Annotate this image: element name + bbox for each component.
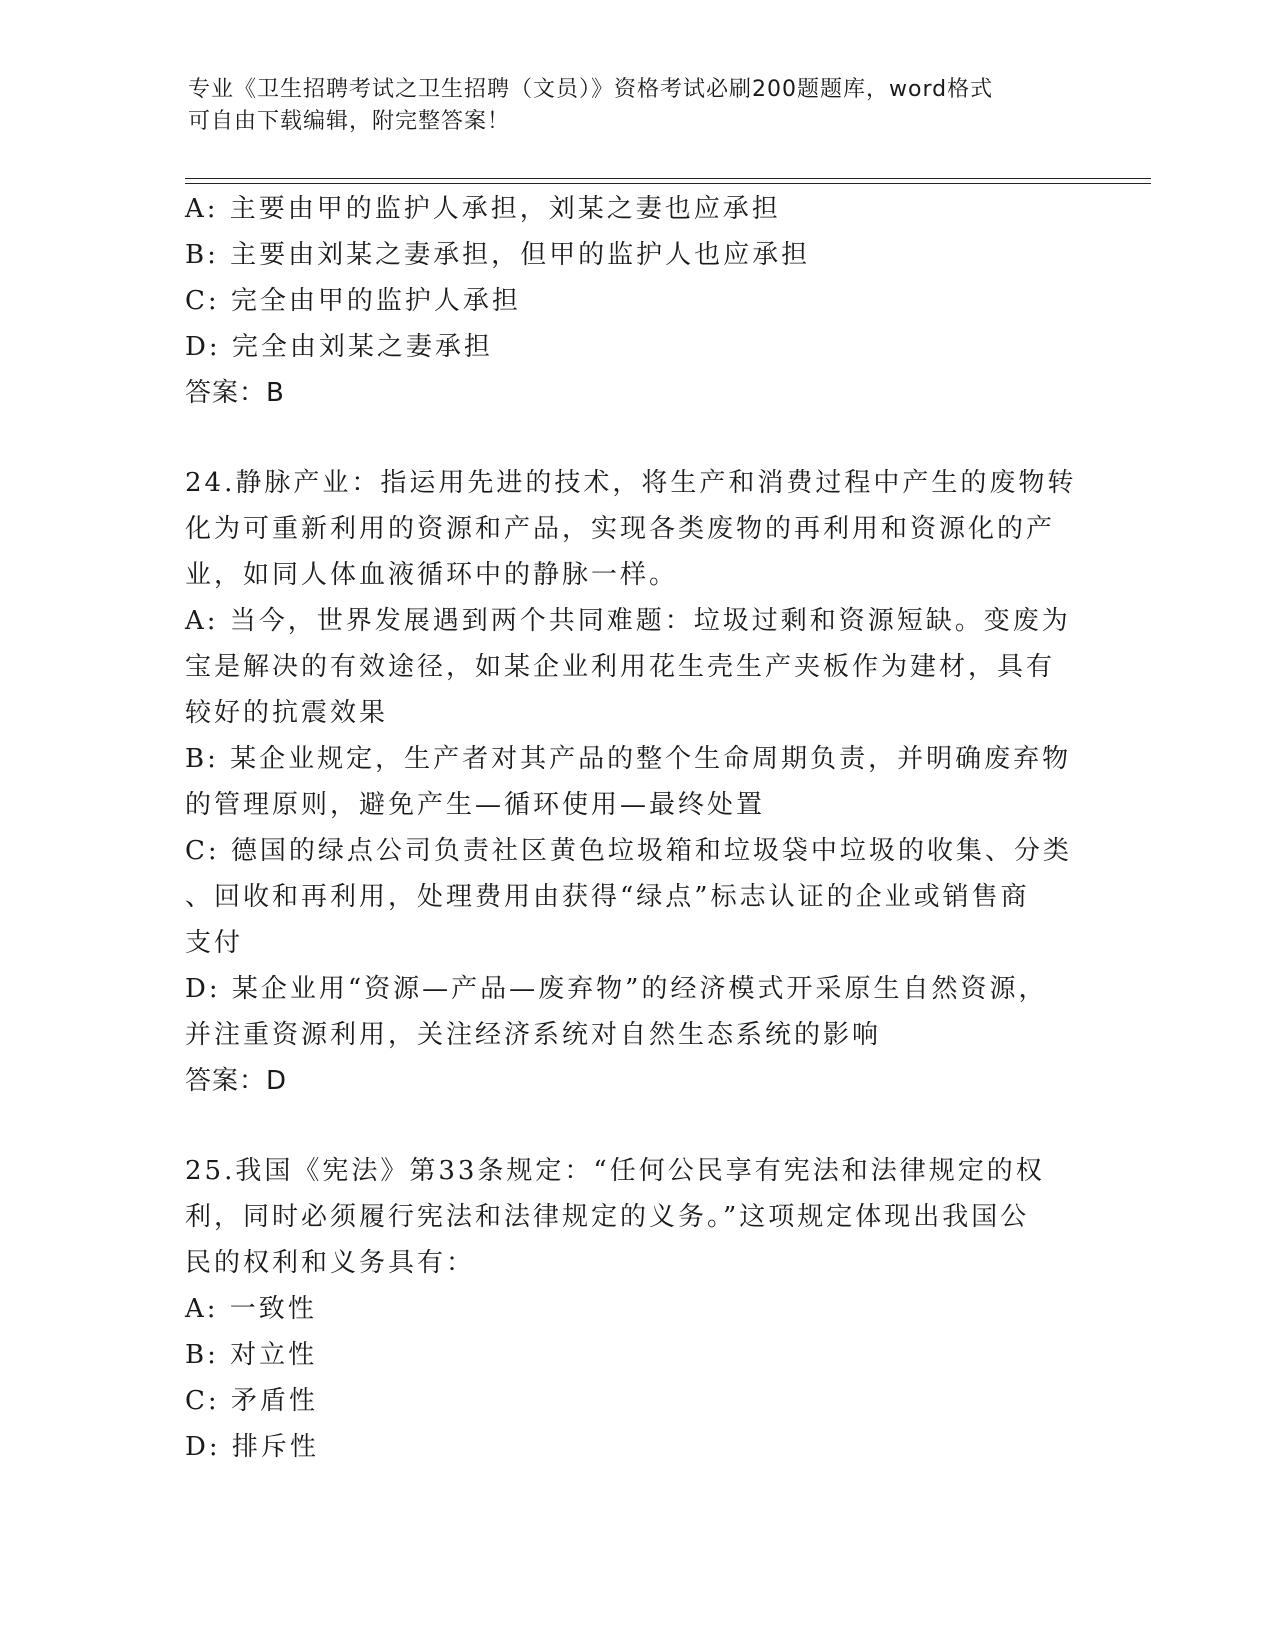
option-c: C: 矛盾性 [185,1386,318,1416]
option-b-line: 的管理原则，避免产生—循环使用—最终处置 [185,790,766,820]
option-c-line: C: 德国的绿点公司负责社区黄色垃圾箱和垃圾袋中垃圾的收集、分类 [185,836,1072,866]
option-a: A: 主要由甲的监护人承担，刘某之妻也应承担 [185,194,781,224]
option-d-line: D: 某企业用“资源—产品—废弃物”的经济模式开采原生自然资源， [185,974,1048,1004]
option-d-line: 并注重资源利用，关注经济系统对自然生态系统的影响 [185,1020,882,1050]
option-a-line: 较好的抗震效果 [185,698,389,728]
option-a: A: 一致性 [185,1294,317,1324]
option-a-line: 宝是解决的有效途径，如某企业利用花生壳生产夹板作为建材，具有 [185,652,1056,682]
option-d: D: 完全由刘某之妻承担 [185,332,493,362]
document-header [188,74,1068,138]
option-b: B: 对立性 [185,1340,318,1370]
spacer [185,1104,1075,1148]
header-rule-top [185,178,1151,179]
option-d: D: 排斥性 [185,1432,319,1462]
question-stem-line: 24.静脉产业：指运用先进的技术，将生产和消费过程中产生的废物转 [185,468,1077,498]
answer-label: 答案：D [185,1066,288,1096]
option-b-line: B: 某企业规定，生产者对其产品的整个生命周期负责，并明确废弃物 [185,744,1072,774]
header-rule-bottom [185,183,1151,184]
question-25 [185,1148,1075,1470]
question-stem-line: 业，如同人体血液循环中的静脉一样。 [185,560,679,590]
answer-label: 答案：B [185,378,285,408]
question-stem-line: 民的权利和义务具有： [185,1248,476,1278]
question-23 [185,186,1075,416]
spacer [185,416,1075,460]
option-c-line: 支付 [185,928,244,958]
question-stem-line: 化为可重新利用的资源和产品，实现各类废物的再利用和资源化的产 [185,514,1056,544]
option-a-line: A: 当今，世界发展遇到两个共同难题：垃圾过剩和资源短缺。变废为 [185,606,1071,636]
option-b: B: 主要由刘某之妻承担，但甲的监护人也应承担 [185,240,811,270]
question-24 [185,460,1075,1104]
header-title-line-2: 可自由下载编辑，附完整答案！ [188,109,511,134]
option-c: C: 完全由甲的监护人承担 [185,286,521,316]
question-stem-line: 25.我国《宪法》第33条规定：“任何公民享有宪法和法律规定的权 [185,1156,1045,1186]
option-c-line: 、回收和再利用，处理费用由获得“绿点”标志认证的企业或销售商 [185,882,1030,912]
question-stem-line: 利，同时必须履行宪法和法律规定的义务。”这项规定体现出我国公 [185,1202,1030,1232]
header-title-line-1: 专业《卫生招聘考试之卫生招聘（文员）》资格考试必刷200题题库，word格式 [188,77,994,102]
document-body [185,186,1075,1470]
